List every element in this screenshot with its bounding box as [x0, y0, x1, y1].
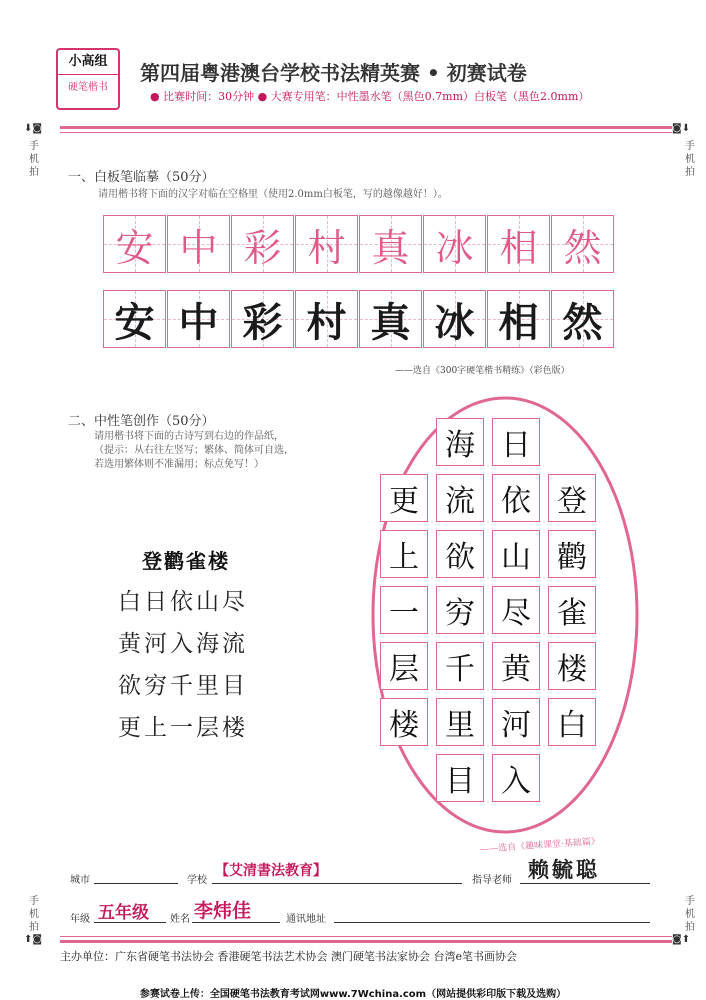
organizers: 主办单位：广东省硬笔书法协会 香港硬笔书法艺术协会 澳门硬笔书法家协会 台湾e笔书画协会 — [60, 950, 517, 963]
grid-cell — [103, 290, 166, 348]
work-character: 尽 — [492, 586, 540, 634]
grid-cell — [487, 290, 550, 348]
header-divider — [60, 126, 672, 129]
city-field[interactable] — [94, 883, 178, 884]
work-character: 上 — [380, 530, 428, 578]
poem-line: 黄河入海流 — [118, 631, 248, 657]
work-character: 更 — [380, 474, 428, 522]
grid-character: 然 — [562, 299, 603, 346]
footer-divider-thin — [60, 936, 672, 937]
work-character: 里 — [436, 698, 484, 746]
side-label-bottom-left: 手机拍 — [29, 896, 39, 933]
side-label-top-right: 手机拍 — [685, 141, 695, 178]
camera-icon: ◙⬆ — [672, 934, 691, 945]
work-character: 黄 — [492, 642, 540, 690]
grid-character: 彩 — [243, 225, 282, 270]
work-character: 依 — [492, 474, 540, 522]
grid-character: 相 — [499, 225, 538, 270]
address-label: 通讯地址 — [286, 914, 326, 925]
grid-character: 相 — [498, 299, 539, 346]
teacher-label: 指导老师 — [472, 875, 512, 886]
grid-character: 安 — [115, 225, 154, 270]
section2-note-3: 若选用繁体则不准漏用；标点免写！） — [94, 459, 264, 470]
badge-style-label: 硬笔楷书 — [68, 82, 108, 93]
grid-character: 村 — [307, 225, 346, 270]
work-character: 目 — [436, 754, 484, 802]
header-divider-thin — [60, 132, 672, 133]
camera-icon: ◙⬇ — [672, 123, 691, 134]
work-character: 层 — [380, 642, 428, 690]
side-label-bottom-right: 手机拍 — [685, 896, 695, 933]
grid-character: 真 — [371, 225, 410, 270]
city-label: 城市 — [70, 875, 90, 886]
grid-character: 村 — [306, 299, 347, 346]
work-source: ——选自《趣味课堂·基础篇》 — [479, 836, 601, 856]
level-badge — [56, 48, 120, 110]
work-character: 河 — [492, 698, 540, 746]
camera-icon: ⬆◙ — [24, 934, 43, 945]
school-field[interactable] — [212, 883, 462, 884]
grid-cell — [551, 215, 614, 273]
grid-cell — [167, 215, 230, 273]
grid-cell — [231, 215, 294, 273]
poem-line: 欲穷千里目 — [118, 673, 248, 699]
grid-character: 中 — [178, 299, 219, 346]
side-label-top-left: 手机拍 — [29, 141, 39, 178]
grid-character: 彩 — [242, 299, 283, 346]
section2-heading: 二、中性笔创作（50分） — [68, 414, 215, 429]
grid-cell — [103, 215, 166, 273]
poem-line: 更上一层楼 — [118, 715, 248, 741]
section2-note-1: 请用楷书将下面的古诗写到右边的作品纸， — [94, 431, 284, 442]
poem-title: 登鹳雀楼 — [142, 549, 230, 573]
badge-group-label: 小高组 — [58, 50, 118, 75]
grade-label: 年级 — [70, 914, 90, 925]
section1-instructions: 请用楷书将下面的汉字对临在空格里（使用2.0mm白板笔，写的越像越好！）。 — [98, 189, 448, 200]
grid-cell — [231, 290, 294, 348]
grid-character: 冰 — [435, 225, 474, 270]
section1-source: ——选自《300字硬笔楷书精练》（彩色版） — [395, 366, 570, 376]
work-character: 流 — [436, 474, 484, 522]
work-character: 山 — [492, 530, 540, 578]
grid-cell — [423, 290, 486, 348]
camera-icon: ⬇◙ — [24, 123, 43, 134]
page-title: 第四届粤港澳台学校书法精英赛 • 初赛试卷 — [140, 61, 527, 85]
grid-character: 真 — [370, 299, 411, 346]
grid-cell — [487, 215, 550, 273]
work-character: 鹳 — [548, 530, 596, 578]
work-character: 千 — [436, 642, 484, 690]
grid-character: 然 — [563, 225, 602, 270]
grid-cell — [423, 215, 486, 273]
grid-cell — [551, 290, 614, 348]
school-label: 学校 — [187, 875, 207, 886]
name-label: 姓名 — [170, 914, 190, 925]
work-character: 穷 — [436, 586, 484, 634]
work-character: 登 — [548, 474, 596, 522]
name-value: 李炜佳 — [194, 900, 252, 922]
grid-character: 中 — [179, 225, 218, 270]
work-character: 楼 — [548, 642, 596, 690]
address-field[interactable] — [334, 922, 650, 923]
grid-cell — [359, 215, 422, 273]
grid-character: 冰 — [434, 299, 475, 346]
school-value: 【艾清書法教育】 — [215, 863, 327, 879]
exam-info: ● 比赛时间：30分钟 ● 大赛专用笔：中性墨水笔（黑色0.7mm）白板笔（黑色2.0mm） — [150, 90, 590, 103]
written-character-row — [103, 290, 617, 350]
grid-character: 安 — [114, 299, 155, 346]
work-character: 海 — [436, 418, 484, 466]
grid-cell — [359, 290, 422, 348]
work-character: 白 — [548, 698, 596, 746]
section2-note-2: （提示：从右往左竖写；繁体、简体可自选， — [94, 445, 294, 456]
grid-cell — [167, 290, 230, 348]
work-character: 雀 — [548, 586, 596, 634]
footer-upload-note: 参赛试卷上传：全国硬笔书法教育考试网www.7Wchina.com（网站提供彩印版下载及选购） — [139, 989, 567, 1000]
work-character: 入 — [492, 754, 540, 802]
work-character: 一 — [380, 586, 428, 634]
section1-heading: 一、白板笔临摹（50分） — [68, 170, 215, 185]
grade-value: 五年级 — [98, 903, 149, 923]
poem-line: 白日依山尽 — [118, 589, 248, 615]
work-character: 楼 — [380, 698, 428, 746]
work-character: 日 — [492, 418, 540, 466]
model-character-row — [103, 215, 617, 275]
teacher-value: 赖毓聪 — [528, 857, 600, 882]
work-character: 欲 — [436, 530, 484, 578]
footer-divider — [60, 940, 672, 943]
grid-cell — [295, 290, 358, 348]
grid-cell — [295, 215, 358, 273]
